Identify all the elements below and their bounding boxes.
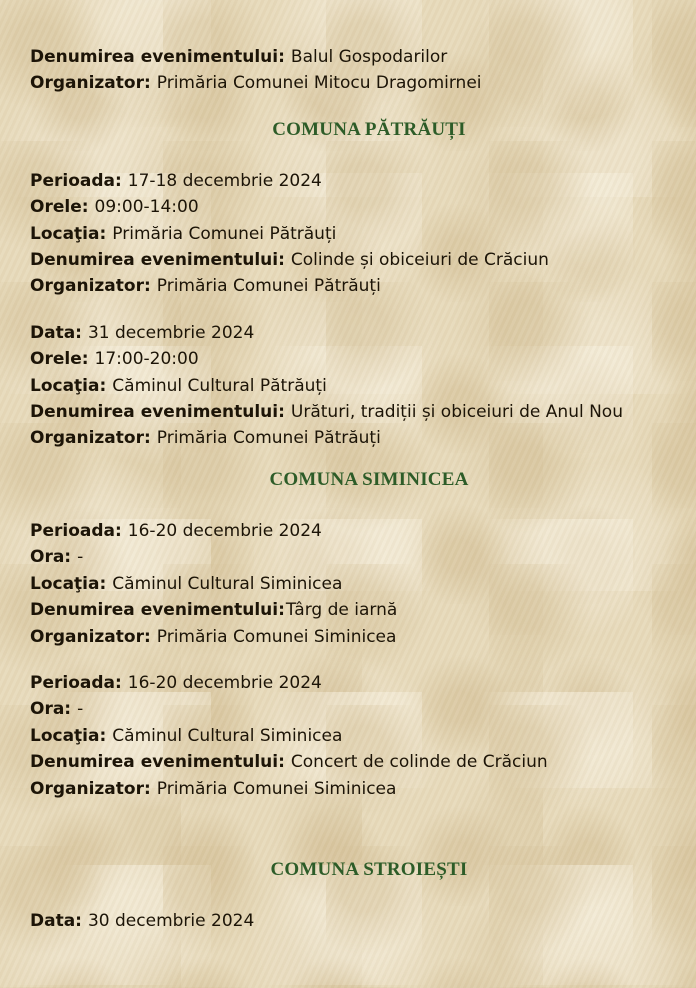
event-line: [30, 518, 670, 544]
event-line: [30, 571, 670, 597]
field-label: Organizator:: [30, 626, 151, 647]
section-heading: COMUNA STROIEȘTI: [270, 858, 468, 880]
field-value: 17:00-20:00: [94, 349, 199, 370]
event-line: [30, 749, 670, 775]
field-value: -: [77, 547, 84, 568]
field-value: Primăria Comunei Mitocu Dragomirnei: [156, 73, 482, 94]
event-line: [30, 373, 670, 399]
event-line: [30, 44, 670, 70]
field-value: Căminul Cultural Siminicea: [112, 725, 343, 746]
event-line: [30, 776, 670, 802]
field-value: Urături, tradiții și obiceiuri de Anul Nou: [290, 402, 623, 423]
field-label: Organizator:: [30, 778, 151, 799]
field-label: Denumirea evenimentului:: [30, 250, 285, 271]
field-value: Târg de iarnă: [285, 600, 398, 621]
event-block: [30, 44, 670, 97]
field-value: 16-20 decembrie 2024: [127, 672, 322, 693]
field-value: Colinde și obiceiuri de Crăciun: [290, 250, 549, 271]
event-line: [30, 670, 670, 696]
event-line: [30, 247, 670, 273]
field-label: Organizator:: [30, 73, 151, 94]
field-label: Denumirea evenimentului:: [30, 600, 285, 621]
event-line: [30, 70, 670, 96]
event-block: [30, 168, 670, 300]
field-value: Primăria Comunei Pătrăuți: [156, 428, 381, 449]
field-value: 17-18 decembrie 2024: [127, 170, 322, 191]
event-block: [30, 670, 670, 802]
event-line: [30, 544, 670, 570]
field-label: Perioada:: [30, 170, 122, 191]
event-block: [30, 320, 670, 452]
field-label: Denumirea evenimentului:: [30, 47, 285, 67]
field-label: Orele:: [30, 349, 89, 370]
field-label: Data:: [30, 910, 82, 931]
section-heading: COMUNA SIMINICEA: [269, 468, 469, 490]
field-label: Perioada:: [30, 520, 122, 541]
field-value: Căminul Cultural Pătrăuți: [112, 375, 327, 396]
event-line: [30, 320, 670, 346]
event-line: [30, 221, 670, 247]
field-label: Orele:: [30, 197, 89, 218]
field-value: Primăria Comunei Siminicea: [156, 778, 397, 799]
field-value: 31 decembrie 2024: [87, 322, 255, 343]
field-value: -: [77, 699, 84, 720]
field-label: Perioada:: [30, 672, 122, 693]
event-block: [30, 908, 670, 934]
event-line: [30, 908, 670, 934]
field-value: Primăria Comunei Pătrăuți: [112, 223, 337, 244]
event-line: [30, 425, 670, 451]
field-label: Ora:: [30, 547, 72, 568]
field-label: Locaţia:: [30, 223, 107, 244]
field-value: Primăria Comunei Pătrăuți: [156, 276, 381, 297]
section-heading: COMUNA PĂTRĂUȚI: [272, 118, 466, 140]
event-line: [30, 723, 670, 749]
field-label: Locaţia:: [30, 725, 107, 746]
event-line: [30, 597, 670, 623]
field-value: Concert de colinde de Crăciun: [290, 752, 548, 773]
event-line: [30, 399, 670, 425]
field-label: Ora:: [30, 699, 72, 720]
field-value: Primăria Comunei Siminicea: [156, 626, 397, 647]
event-line: [30, 346, 670, 372]
field-label: Locaţia:: [30, 375, 107, 396]
field-label: Organizator:: [30, 428, 151, 449]
field-label: Denumirea evenimentului:: [30, 752, 285, 773]
event-line: [30, 168, 670, 194]
event-block: [30, 518, 670, 650]
field-label: Data:: [30, 322, 82, 343]
field-value: 16-20 decembrie 2024: [127, 520, 322, 541]
field-label: Locaţia:: [30, 573, 107, 594]
field-value: Balul Gospodarilor: [290, 47, 448, 67]
field-value: Căminul Cultural Siminicea: [112, 573, 343, 594]
event-line: [30, 273, 670, 299]
event-line: [30, 194, 670, 220]
field-label: Denumirea evenimentului:: [30, 402, 285, 423]
event-line: [30, 624, 670, 650]
field-value: 09:00-14:00: [94, 197, 199, 218]
event-line: [30, 696, 670, 722]
field-value: 30 decembrie 2024: [87, 910, 255, 931]
field-label: Organizator:: [30, 276, 151, 297]
